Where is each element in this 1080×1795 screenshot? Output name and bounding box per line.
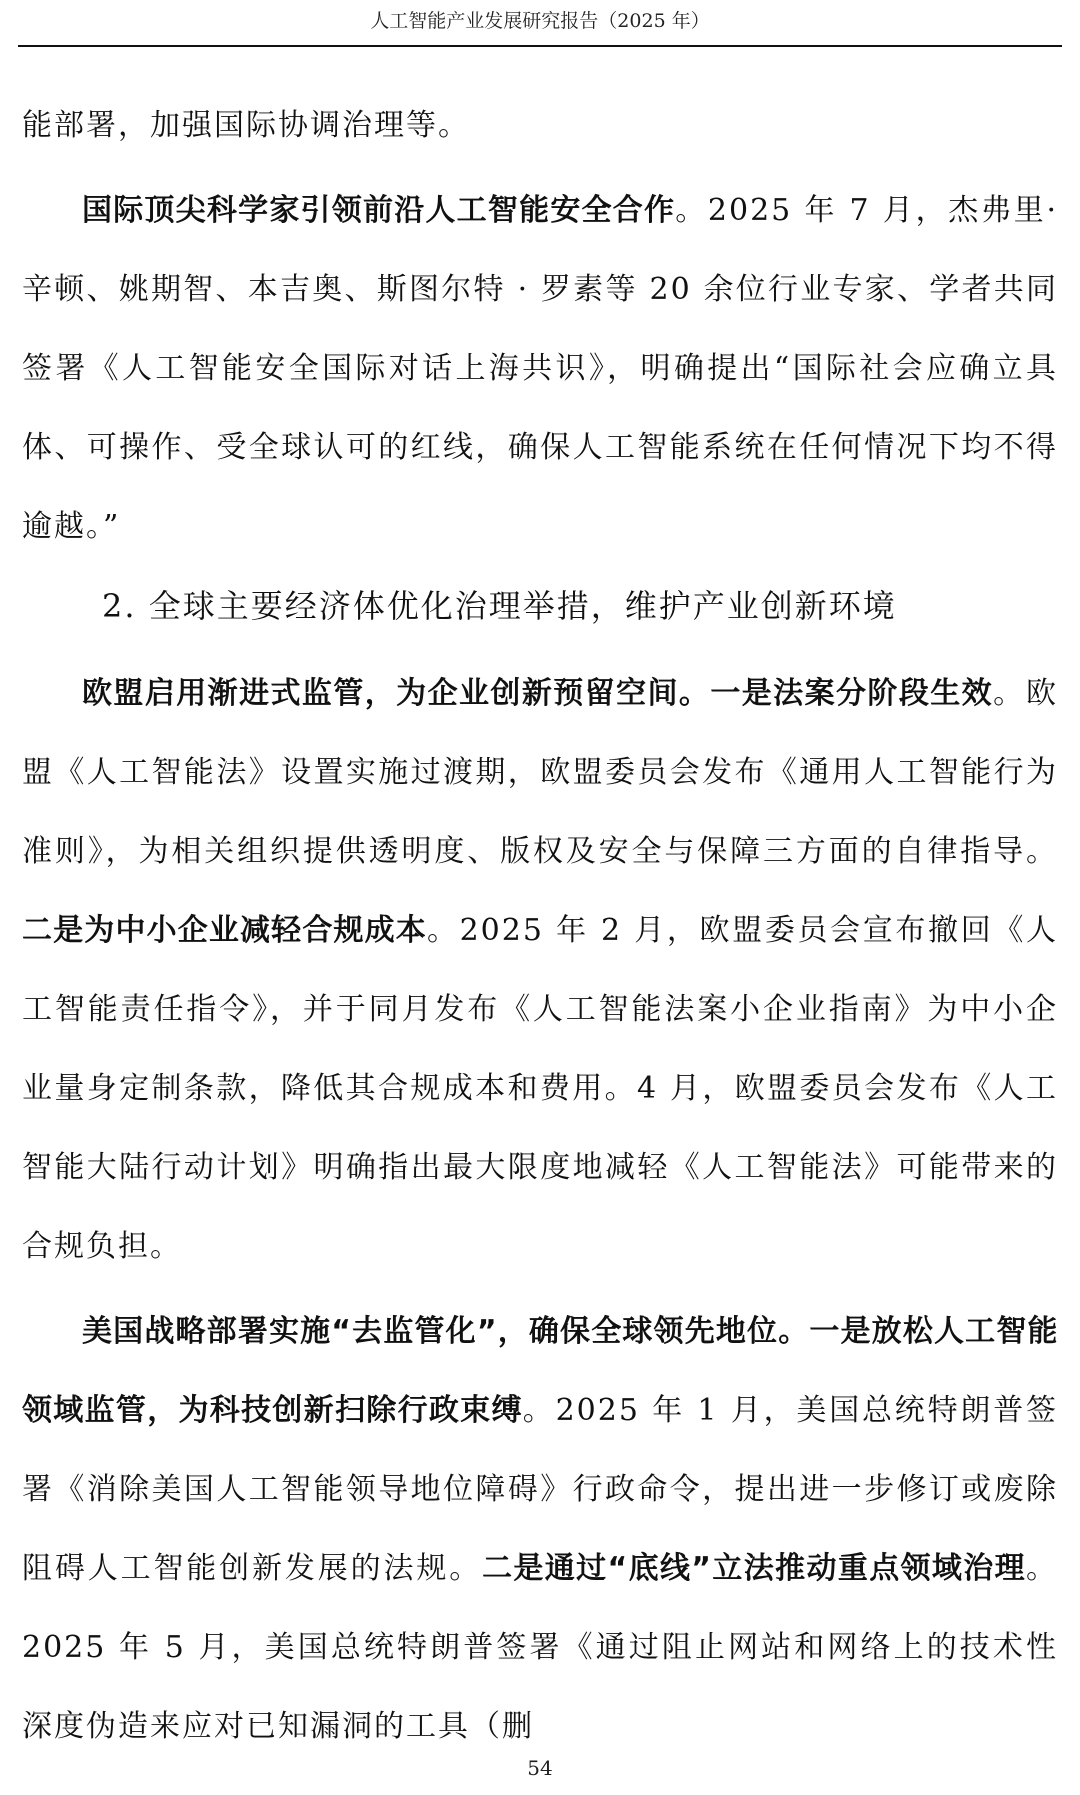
page-body xyxy=(22,86,1058,1766)
header-rule xyxy=(18,45,1062,47)
paragraph-text: 。欧盟《人工智能法》设置实施过渡期，欧盟委员会发布《通用人工智能行为准则》，为相关组织提供透明度、版权及安全与保障三方面的自律指导。 xyxy=(22,676,1059,869)
paragraph-continuation xyxy=(22,86,1058,165)
paragraph-text: 。2025 年 7 月，杰弗里·辛顿、姚期智、本吉奥、斯图尔特 · 罗素等 20 余位行业专家、学者共同签署《人工智能安全国际对话上海共识》，明确提出“国际社会应确立具体、可操作、受全球认可的红线，确保人工智能系统在任何情况下均不得逾越。” xyxy=(22,193,1058,544)
paragraph-inline-bold: 二是通过“底线”立法推动重点领域治理 xyxy=(482,1551,1026,1586)
running-header: 人工智能产业发展研究报告（2025 年） xyxy=(370,10,710,32)
paragraph-text: 。2025 年 1 月，美国总统特朗普签署《消除美国人工智能领导地位障碍》行政命令，提出进一步修订或废除阻碍人工智能创新发展的法规。 xyxy=(22,1393,1059,1586)
paragraph-us xyxy=(22,1292,1058,1766)
paragraph-text: 。2025 年 2 月，欧盟委员会宣布撤回《人工智能责任指令》，并于同月发布《人工智能法案小企业指南》为中小企业量身定制条款，降低其合规成本和费用。4 月，欧盟委员会发布《人工智能大陆行动计划》明确指出最大限度地减轻《人工智能法》可能带来的合规负担。 xyxy=(22,913,1059,1264)
paragraph-lead-bold: 欧盟启用渐进式监管，为企业创新预留空间。一是法案分阶段生效 xyxy=(82,676,994,711)
paragraph-scientists xyxy=(22,171,1058,566)
paragraph-lead-bold: 国际顶尖科学家引领前沿人工智能安全合作 xyxy=(82,193,676,228)
paragraph-eu xyxy=(22,654,1058,1286)
paragraph-text: 能部署，加强国际协调治理等。 xyxy=(22,108,470,143)
page-number: 54 xyxy=(527,1756,553,1780)
section-heading: 2. 全球主要经济体优化治理举措，维护产业创新环境 xyxy=(102,587,897,625)
paragraph-inline-bold: 二是为中小企业减轻合规成本 xyxy=(22,913,427,948)
paragraph-lead-bold: 美国战略部署实施“去监管化”，确保全球领先地位。一是放松人工智能领域监管，为科技创新扫除行政束缚 xyxy=(22,1314,1058,1428)
paragraph-text: 。2025 年 5 月，美国总统特朗普签署《通过阻止网站和网络上的技术性深度伪造来应对已知漏洞的工具（删 xyxy=(22,1551,1058,1744)
